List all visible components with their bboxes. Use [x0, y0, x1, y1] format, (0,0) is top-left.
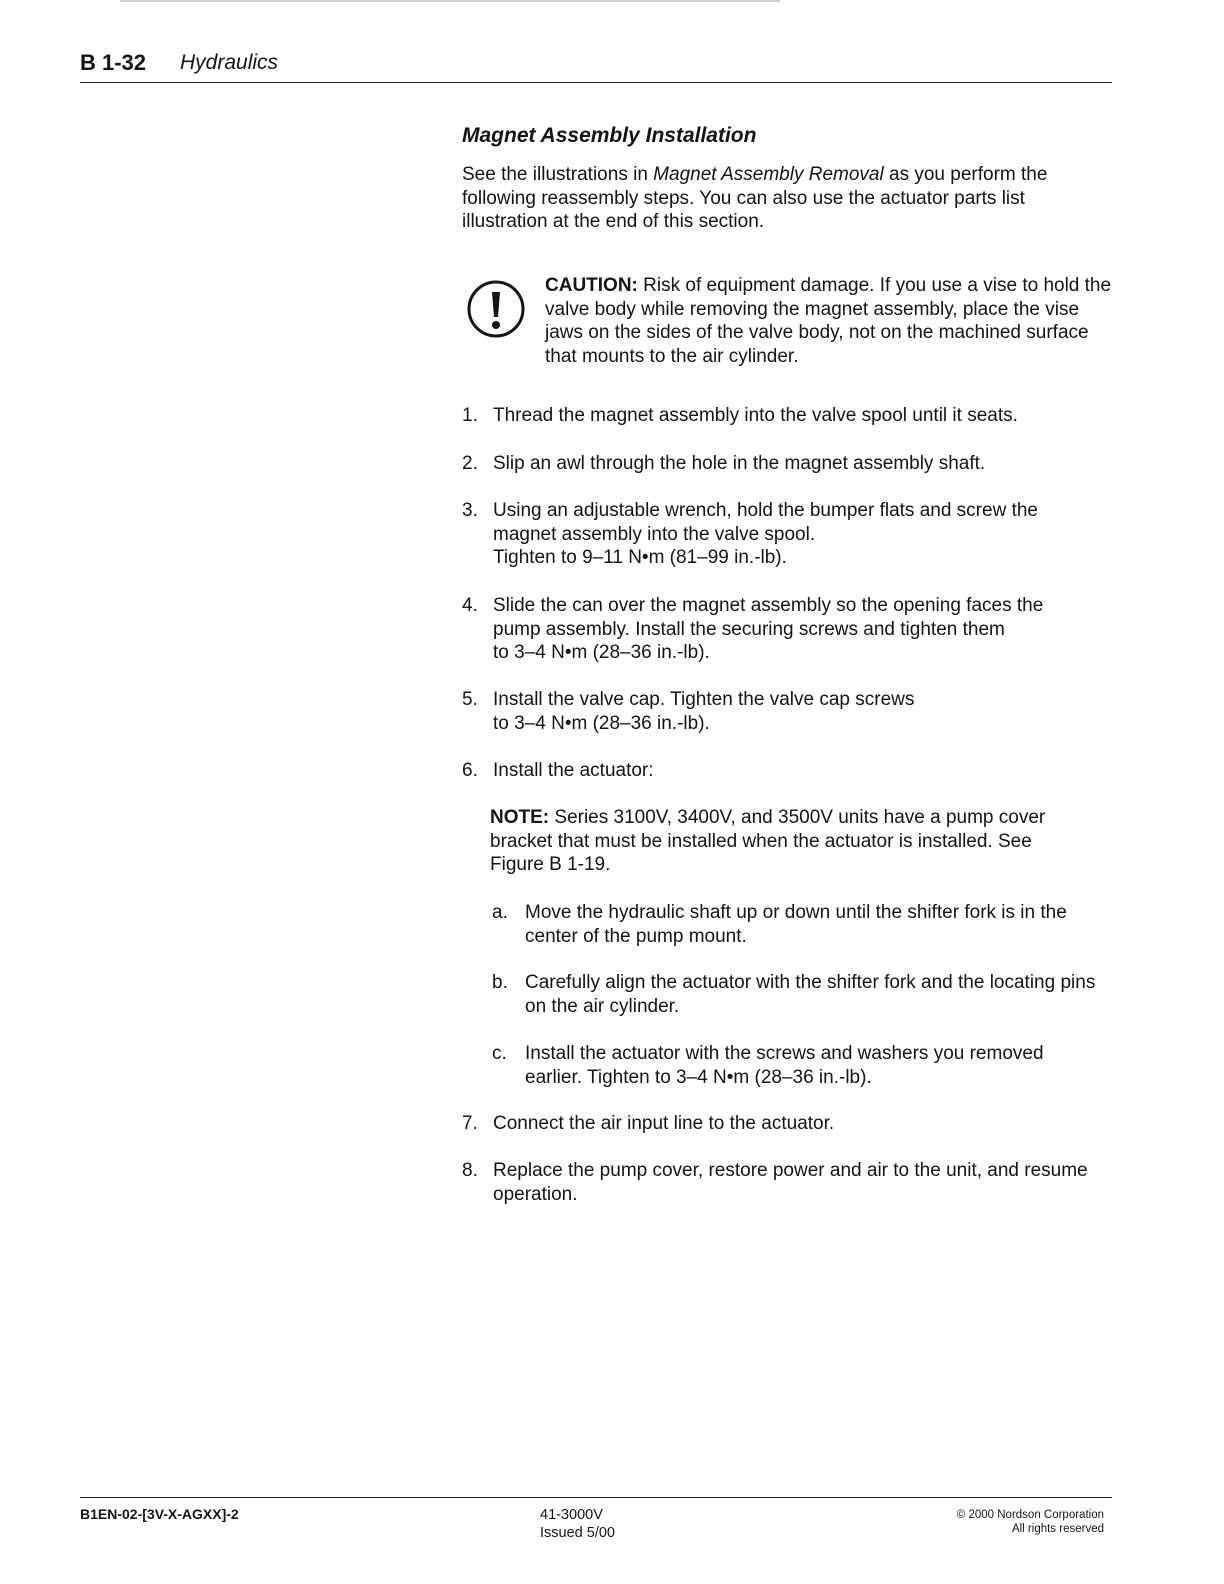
model-number: 41-3000V — [540, 1507, 603, 1523]
substep-letter: a. — [492, 902, 508, 923]
note-block — [490, 806, 1090, 877]
step-text: Slip an awl through the hole in the magnet assembly shaft. — [493, 453, 986, 474]
intro-text-start: See the illustrations in — [462, 164, 654, 185]
section-heading: Magnet Assembly Installation — [462, 124, 757, 147]
step-number: 6. — [462, 760, 478, 781]
intro-text-end: as you perform the following reassembly steps. You can also use the actuator parts list illustration at the end of this section. — [462, 164, 1048, 232]
step-line: Using an adjustable wrench, hold the bumper flats and screw the magnet assembly into the valve spool. — [493, 500, 1038, 545]
step-text — [493, 499, 1093, 570]
step-number: 2. — [462, 453, 478, 474]
page-number: B 1-32 — [80, 50, 147, 75]
footer-center — [540, 1506, 660, 1542]
step-number: 4. — [462, 595, 478, 616]
step-text: Replace the pump cover, restore power and air to the unit, and resume operation. — [493, 1160, 1088, 1205]
note-label: NOTE: — [490, 807, 550, 828]
step-line: Slide the can over the magnet assembly so the opening faces the pump assembly. Install the securing screws and tighten them — [493, 595, 1044, 640]
step-line: to 3–4 N•m (28–36 in.-lb). — [493, 642, 710, 663]
caution-exclamation-icon — [466, 279, 526, 339]
step-number: 3. — [462, 500, 478, 521]
page-header — [80, 48, 1112, 83]
step-text: Thread the magnet assembly into the valve spool until it seats. — [493, 405, 1018, 426]
note-text: Series 3100V, 3400V, and 3500V units have a pump cover bracket that must be installed when the actuator is installed. See Figure B 1-19. — [490, 807, 1046, 875]
issue-date: Issued 5/00 — [540, 1525, 615, 1541]
step-text: Install the actuator: — [493, 760, 654, 781]
step-text — [493, 688, 1093, 735]
substep-text: Move the hydraulic shaft up or down until the shifter fork is in the center of the pump mount. — [525, 902, 1067, 947]
caution-text: Risk of equipment damage. If you use a vise to hold the valve body while removing the magnet assembly, place the vise jaws on the sides of the valve body, not on the machined surface that mounts to the air cylinder. — [545, 275, 1112, 367]
document-code: B1EN-02-[3V-X-AGXX]-2 — [80, 1506, 239, 1522]
rights-reserved: All rights reserved — [1011, 1523, 1104, 1535]
step-number: 5. — [462, 689, 478, 710]
intro-reference: Magnet Assembly Removal — [653, 164, 884, 185]
step-text — [493, 594, 1093, 665]
section-name: Hydraulics — [180, 51, 279, 74]
scan-artifact-line — [120, 0, 780, 2]
intro-paragraph — [462, 163, 1092, 234]
step-line: Install the valve cap. Tighten the valve cap screws — [493, 689, 915, 710]
step-line: Tighten to 9–11 N•m (81–99 in.-lb). — [493, 547, 787, 568]
page-footer — [80, 1497, 1112, 1558]
caution-block — [545, 274, 1115, 368]
step-line: to 3–4 N•m (28–36 in.-lb). — [493, 712, 710, 734]
substep-text: Carefully align the actuator with the shifter fork and the locating pins on the air cylinder. — [525, 972, 1096, 1017]
step-text: Connect the air input line to the actuator. — [493, 1113, 835, 1134]
step-number: 7. — [462, 1113, 478, 1134]
copyright-block — [957, 1508, 1104, 1536]
substep-letter: b. — [492, 972, 508, 993]
step-number: 8. — [462, 1160, 478, 1181]
copyright: © 2000 Nordson Corporation — [956, 1509, 1104, 1521]
caution-label: CAUTION: — [545, 275, 638, 296]
step-number: 1. — [462, 405, 478, 426]
substep-letter: c. — [492, 1043, 507, 1064]
substep-text: Install the actuator with the screws and washers you removed earlier. Tighten to 3–4 N•m (28–36 in.-lb). — [525, 1043, 1044, 1088]
